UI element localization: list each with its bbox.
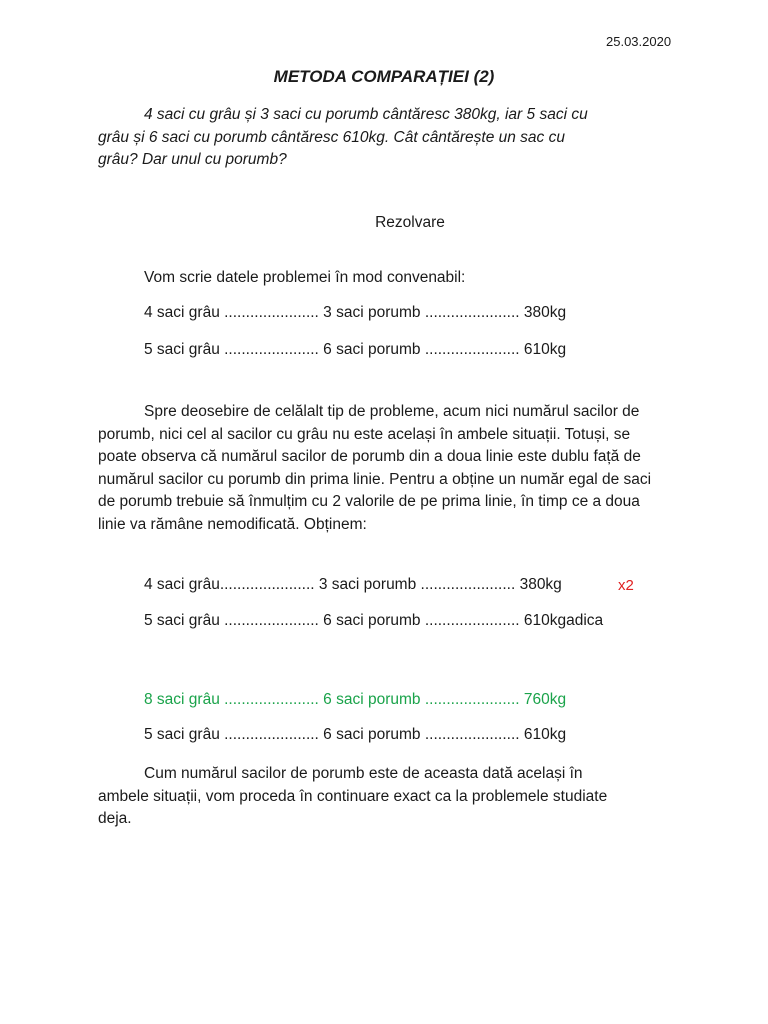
conclusion-text: Cum numărul sacilor de porumb este de aceasta dată același în ambele situații, vom proceda în continuare exact ca la problemele studiate deja. xyxy=(98,765,608,827)
data-line-2: 5 saci grâu ...................... 6 saci porumb ...................... 610kg xyxy=(144,341,567,358)
conclusion-paragraph xyxy=(98,763,618,831)
result-line-2: 5 saci grâu ...................... 6 saci porumb ...................... 610kg xyxy=(144,726,567,743)
solution-heading: Rezolvare xyxy=(375,214,445,231)
intro-line: Vom scrie datele problemei în mod convenabil: xyxy=(144,269,466,286)
problem-text: 4 saci cu grâu și 3 saci cu porumb cântăresc 380kg, iar 5 saci cu grâu și 6 saci cu porumb cântăresc 610kg. Cât cântărește un sac cu grâu? Dar unul cu porumb? xyxy=(98,106,588,168)
explanation-paragraph xyxy=(98,401,666,536)
page-title: METODA COMPARAȚIEI (2) xyxy=(273,67,495,86)
document-date: 25.03.2020 xyxy=(606,34,672,49)
data-line-1: 4 saci grâu ...................... 3 saci porumb ...................... 380kg xyxy=(144,304,567,321)
multiply-line-1: 4 saci grâu...................... 3 saci porumb ...................... 380kg xyxy=(144,576,562,593)
problem-statement xyxy=(98,104,608,172)
multiplier-label: x2 xyxy=(618,577,634,594)
multiply-line-2: 5 saci grâu ...................... 6 saci porumb ...................... 610kgadica xyxy=(144,612,604,629)
explanation-text: Spre deosebire de celălalt tip de probleme, acum nici numărul sacilor de porumb, nici cel al sacilor cu grâu nu este același în ambele situații. Totuși, se poate observa că numărul sacilor de porumb din a doua linie este dublu față de numărul sacilor cu porumb din prima linie. Pentru a obține un număr egal de saci de porumb trebuie să înmulțim cu 2 valorile de pe prima linie, în timp ce a doua linie va rămâne nemodificată. Obținem: xyxy=(98,403,652,533)
result-line-1: 8 saci grâu ...................... 6 saci porumb ...................... 760kg xyxy=(144,691,567,708)
